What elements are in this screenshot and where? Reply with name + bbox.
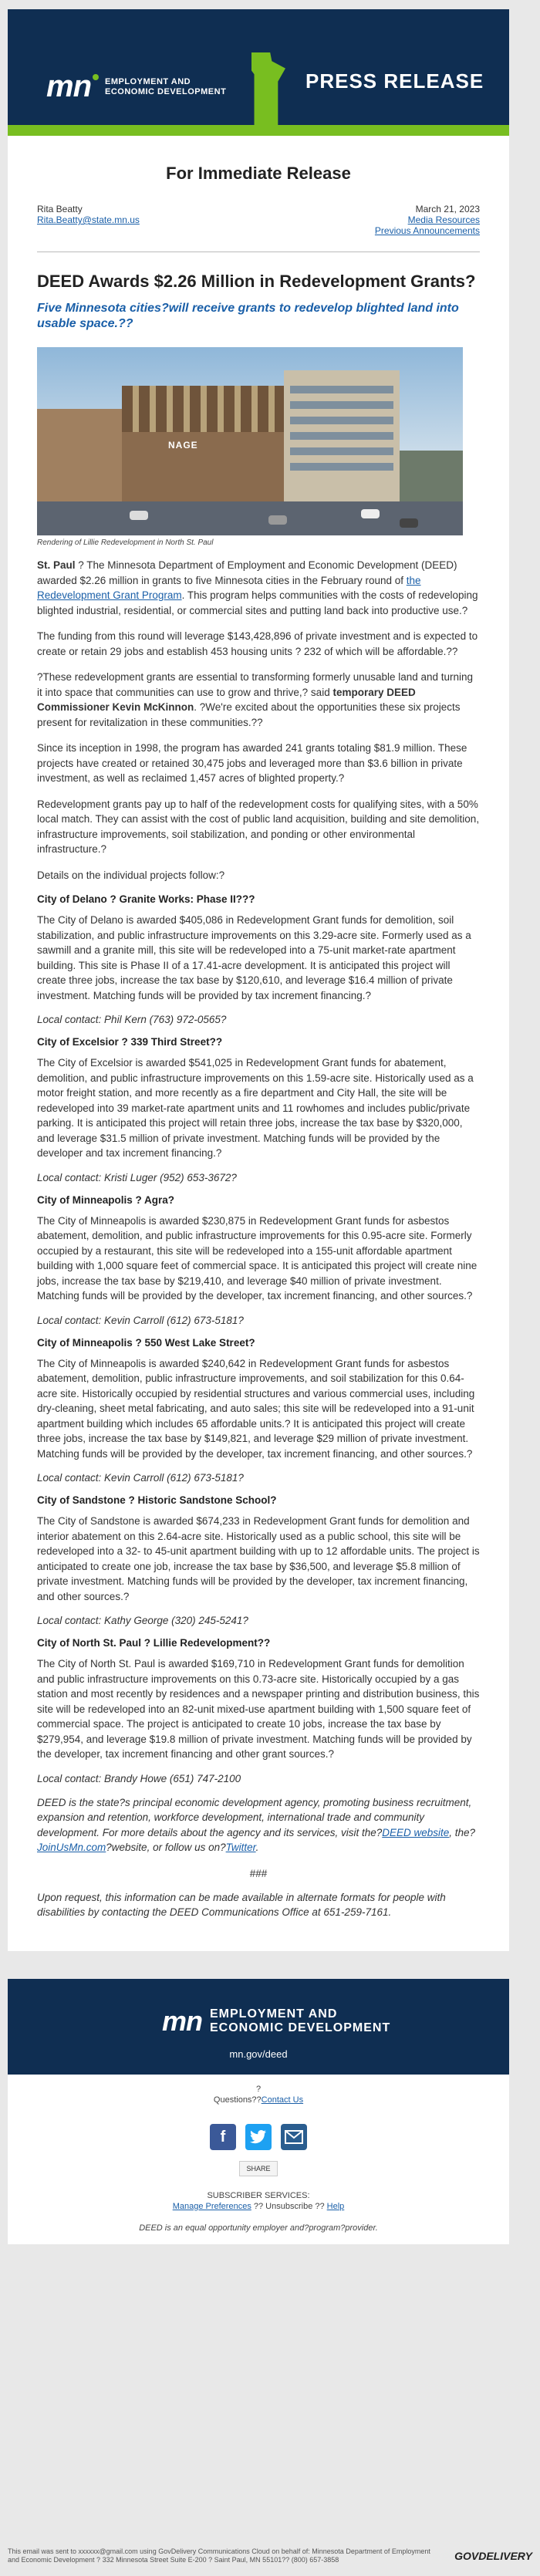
twitter-link[interactable]: Twitter xyxy=(225,1842,256,1853)
project-contact: Local contact: Phil Kern (763) 972-0565? xyxy=(37,1014,227,1025)
project-body: The City of Delano is awarded $405,086 in Redevelopment Grant funds for demolition, soil stabilization, and public infrastructure improvements on this 3.29-acre site. Formerly used as a sawmill and a granite mill, this site will be redeveloped into a 75-unit market-rate apartment building. This site is Phase II of a 17.41-acre development. It is anticipated this project will create three jobs, increase the tax base by $120,610, and leverage $16.4 million of private investment. Matching funds will be provided by tax increment financing.? xyxy=(37,914,471,1001)
mn-logo-mark: mn xyxy=(46,69,99,104)
intro-paragraph xyxy=(37,558,480,618)
manage-preferences-link[interactable]: Manage Preferences xyxy=(172,2201,251,2211)
project-minneapolis-lake-street xyxy=(37,1337,480,1484)
header-green-band xyxy=(8,125,509,136)
questions-line xyxy=(8,2095,509,2105)
photo-building-left xyxy=(37,409,122,501)
photo-parking-lot xyxy=(37,501,463,535)
project-north-st-paul xyxy=(37,1637,480,1784)
about-text-c: ?website, or follow us on? xyxy=(106,1842,226,1853)
previous-announcements-link[interactable]: Previous Announcements xyxy=(374,225,480,236)
subscriber-services-label: SUBSCRIBER SERVICES: xyxy=(207,2190,310,2200)
quote-text-b: . ?We're excited about the opportunities these six projects present for revitalization in these communities.?? xyxy=(37,701,461,728)
project-body: The City of Sandstone is awarded $674,233 in Redevelopment Grant funds for demolition and interior abatement on this 2.64-acre site. Historically used as a public school, this site will be redeveloped into a 32- to 45-unit apartment building with up to 12 affordable units. The project is anticipated to create one job, increase the tax base by $36,500, and leverage $5.8 million of private investment. Matching funds will be provided by the developer, tax increment financing, and other sources.? xyxy=(37,1515,480,1602)
photo-signage: NAGE xyxy=(168,440,198,451)
header-banner xyxy=(8,9,509,125)
press-release-title: PRESS RELEASE xyxy=(305,69,484,93)
project-body: The City of Excelsior is awarded $541,025 in Redevelopment Grant funds for abatement, demolition, and public infrastructure improvements on this 1.59-acre site. Historically used as a motor freight station, and more recently as a fire department and City Hall, the site will be redeveloped into 39 market-rate apartment units and 11 rowhomes and includes public/private parking. It is anticipated this project will retain three jobs, increase the tax base by $320,000, and leverage $31.5 million of private investment. Matching funds will be provided by the developer and tax increment financing.? xyxy=(37,1057,474,1159)
subscriber-links xyxy=(8,2201,509,2212)
about-deed xyxy=(37,1795,480,1855)
release-date: March 21, 2023 xyxy=(415,204,480,214)
org-line-1: EMPLOYMENT AND xyxy=(105,76,191,86)
about-text-a: DEED is the state?s principal economic development agency, promoting business recruitment, expansion and retention, workforce development, international trade and community development. For more details about the agency and its services, visit the? xyxy=(37,1796,472,1838)
contact-us-link[interactable]: Contact Us xyxy=(261,2095,304,2105)
contact-right xyxy=(375,204,480,236)
footer-banner xyxy=(8,1979,509,2075)
project-contact: Local contact: Kevin Carroll (612) 673-5181? xyxy=(37,1314,244,1326)
about-text-d: . xyxy=(255,1842,259,1853)
photo-building-right xyxy=(284,370,400,501)
questions-label: Questions?? xyxy=(213,2095,262,2105)
details-intro: Details on the individual projects follow:? xyxy=(37,869,225,881)
intro-text-a: ? The Minnesota Department of Employment and Economic Development (DEED) awarded $2.26 million in grants to five Minnesota cities in the February round of xyxy=(37,559,457,586)
deed-logo[interactable] xyxy=(46,69,226,104)
contact-name: Rita Beatty xyxy=(37,204,83,214)
headline: DEED Awards $2.26 Million in Redevelopment Grants? xyxy=(37,272,476,291)
govdelivery-logo[interactable]: GOVDELIVERY xyxy=(454,2550,532,2562)
footer-org-line-2: ECONOMIC DEVELOPMENT xyxy=(210,2021,391,2034)
social-icons xyxy=(8,2124,509,2150)
quote-text-a: ?These redevelopment grants are essential to transforming formerly unusable land and turning it into space that communities can use to grow and thrive,? said xyxy=(37,671,474,698)
project-contact: Local contact: Brandy Howe (651) 747-2100 xyxy=(37,1772,241,1784)
project-body: The City of Minneapolis is awarded $240,642 in Redevelopment Grant funds for asbestos abatement, demolition, public infrastructure improvements, and soil stabilization for this 0.64-acre site. Historically occupied by residential structures and various commercial uses, including dry-cleaning, sheet metal fabricating, and auto sales; this site will be redeveloped into a 91-unit apartment building which includes 65 affordable units.? It is anticipated this project will create three jobs, increase the tax base by $149,821, and leverage $29 million of private investment. Matching funds will be provided by the developer, tax increment financing, and other sources.? xyxy=(37,1357,475,1460)
subheadline: Five Minnesota cities?will receive grants to redevelop blighted land into usable space.?? xyxy=(37,302,459,330)
project-delano xyxy=(37,893,480,1025)
immediate-release-label: For Immediate Release xyxy=(166,164,351,183)
quote-paragraph xyxy=(37,670,480,730)
intro-text-b: . This program helps communities with the costs of redeveloping blighted industrial, residential, or commercial sites and putting land back into productive use.? xyxy=(37,589,478,616)
photo-car xyxy=(361,509,380,518)
photo-car xyxy=(130,511,148,520)
commissioner-name: temporary DEED Commissioner Kevin McKinnon xyxy=(37,686,416,713)
joinusmn-link[interactable]: JoinUsMn.com xyxy=(37,1842,106,1853)
equal-opportunity-note: DEED is an equal opportunity employer and?program?provider. xyxy=(139,2223,378,2233)
project-title: City of Minneapolis ? 550 West Lake Street? xyxy=(37,1336,255,1349)
minnesota-state-icon xyxy=(251,52,285,125)
project-contact: Local contact: Kathy George (320) 245-5241? xyxy=(37,1615,248,1626)
about-text-b: , the? xyxy=(449,1826,476,1838)
email-icon[interactable] xyxy=(281,2124,307,2150)
project-sandstone xyxy=(37,1494,480,1626)
project-contact: Local contact: Kristi Luger (952) 653-3672? xyxy=(37,1171,237,1183)
rendering-photo xyxy=(37,347,463,535)
email-card xyxy=(8,9,509,2244)
deed-website-link[interactable]: DEED website xyxy=(382,1826,450,1838)
alternate-formats-note: Upon request, this information can be made available in alternate formats for people with disabilities by contacting the DEED Communications Office at 651-259-7161. xyxy=(37,1891,446,1918)
contact-left xyxy=(37,204,140,236)
contact-email-link[interactable]: Rita.Beatty@state.mn.us xyxy=(37,214,140,225)
project-excelsior xyxy=(37,1036,480,1183)
footer-org-line-1: EMPLOYMENT AND xyxy=(210,2007,338,2021)
footer-org-name xyxy=(210,2007,390,2035)
facebook-icon[interactable]: f xyxy=(210,2124,236,2150)
photo-car xyxy=(268,515,287,525)
photo-caption: Rendering of Lillie Redevelopment in North St. Paul xyxy=(37,538,214,547)
dateline: St. Paul xyxy=(37,559,76,571)
contact-block xyxy=(37,204,480,236)
share-button[interactable]: SHARE xyxy=(239,2161,277,2176)
project-body: The City of Minneapolis is awarded $230,875 in Redevelopment Grant funds for asbestos abatement, demolition, and public infrastructure improvements for this 0.95-acre site. Formerly occupied by a restaurant, this site will be redeveloped into a 155-unit affordable apartment building with 1,000 square feet of commercial space. It is anticipated this project will create nine jobs, increase the tax base by $219,410, and leverage $40 million of private investment. Matching funds will be provided by the developer, tax increment financing, and other sources.? xyxy=(37,1214,478,1302)
unsubscribe-link[interactable]: ?? Unsubscribe ?? xyxy=(251,2201,327,2211)
footer-links xyxy=(8,2075,509,2244)
photo-building-main xyxy=(122,386,284,501)
footer-question-mark: ? xyxy=(255,2084,262,2094)
twitter-icon[interactable] xyxy=(245,2124,272,2150)
project-title: City of Minneapolis ? Agra? xyxy=(37,1193,175,1206)
sent-to-note: This email was sent to xxxxxx@gmail.com using GovDelivery Communications Cloud on behalf of: Minnesota Department of Employment and Economic Development ? 332 Minnesota Street Suite E-200 ? Saint Paul, MN 55101?? (800) 657-3858 xyxy=(8,2547,430,2564)
project-title: City of Excelsior ? 339 Third Street?? xyxy=(37,1036,223,1048)
project-title: City of Delano ? Granite Works: Phase II??? xyxy=(37,893,255,905)
footer-deed-logo[interactable] xyxy=(162,2005,390,2038)
project-title: City of Sandstone ? Historic Sandstone School? xyxy=(37,1494,277,1506)
history-paragraph: Since its inception in 1998, the program has awarded 241 grants totaling $81.9 million. These projects have created or retained 30,475 jobs and leveraged more than $3.6 billion in private investment, as well as reclaimed 1,457 acres of blighted property.? xyxy=(37,742,467,784)
redevelopment-program-link[interactable]: the Redevelopment Grant Program xyxy=(37,574,421,601)
govdelivery-footer xyxy=(8,2547,532,2564)
org-line-2: ECONOMIC DEVELOPMENT xyxy=(105,86,227,96)
footer-mn-logo-mark: mn xyxy=(162,2004,202,2037)
footer-url[interactable]: mn.gov/deed xyxy=(229,2048,288,2060)
org-name xyxy=(105,77,226,97)
photo-car xyxy=(400,518,418,528)
project-list xyxy=(37,893,480,1784)
grants-paragraph: Redevelopment grants pay up to half of the redevelopment costs for qualifying sites, with a 50% local match. They can assist with the cost of public land acquisition, building and site demolition, infrastructure improvements, soil stabilization, and ponding or other environmental infrastructure.? xyxy=(37,798,480,855)
project-body: The City of North St. Paul is awarded $169,710 in Redevelopment Grant funds for demolition and public infrastructure improvements on this 0.73-acre site. Historically occupied by a gas station and most recently by residences and a newspaper printing and distribution business, this site will be redeveloped into an 82-unit mixed-use apartment building with 1,500 square feet of commercial space. The project is anticipated to create 10 jobs, increase the tax base by $279,954, and leverage $19.8 million of private investment. Matching funds will be provided by the developer, tax increment financing and other grant sources.? xyxy=(37,1658,480,1760)
project-minneapolis-agra xyxy=(37,1194,480,1326)
funding-paragraph: The funding from this round will leverage $143,428,896 of private investment and is expected to create or retain 29 jobs and establish 453 housing units ? 232 of which will be affordable.?? xyxy=(37,630,478,657)
end-mark: ### xyxy=(249,1867,268,1879)
help-link[interactable]: Help xyxy=(326,2201,345,2211)
email-body xyxy=(8,136,509,1951)
project-contact: Local contact: Kevin Carroll (612) 673-5181? xyxy=(37,1472,244,1484)
project-title: City of North St. Paul ? Lillie Redevelopment?? xyxy=(37,1637,271,1649)
media-resources-link[interactable]: Media Resources xyxy=(407,214,480,225)
